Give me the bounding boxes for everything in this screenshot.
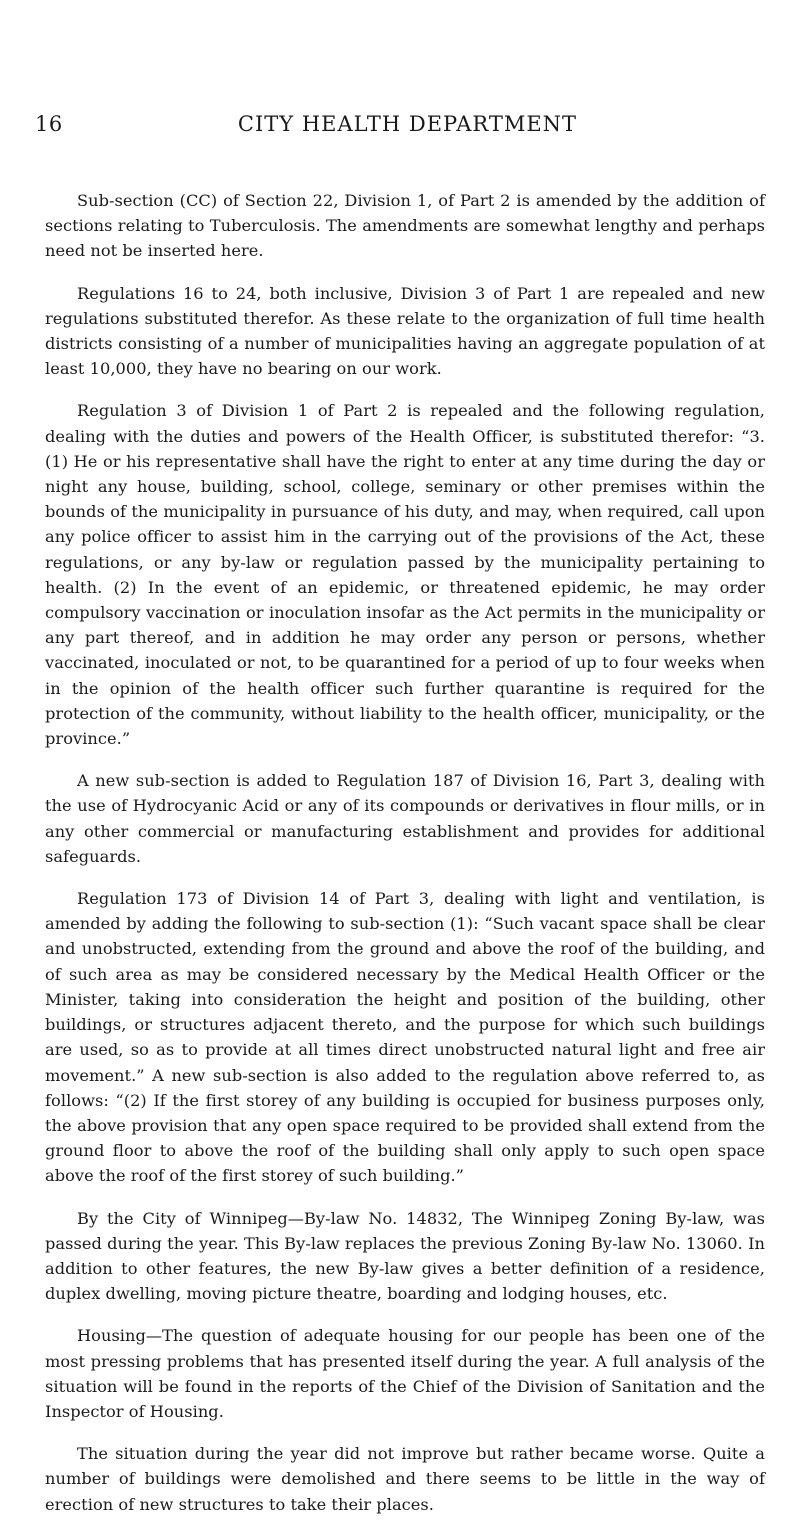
paragraph-health-officer-powers: Regulation 3 of Division 1 of Part 2 is repealed and the following regulation, dealing with the duties and powers of the Health Officer, is substituted therefor: “3. (1) He or his representative shall have the right to enter at any time during the day or night any house, building, school, college, seminary or other premises within the bounds of the municipality in pursuance of his duty, and may, when required, call upon any police officer to assist him in the carrying out of the provisions of the Act, these regulations, or any by-law or regulation passed by the municipality pertaining to health. (2) In the event of an epidemic, or threatened epidemic, he may order compulsory vaccination or inoculation insofar as the Act permits in the municipality or any part thereof, and in addition he may order any person or persons, whether vaccinated, inoculated or not, to be quarantined for a period of up to four weeks when in the opinion of the health officer such further quarantine is required for the protection of the community, without liability to the health officer, municipality, or the province.” bbox=[45, 401, 765, 749]
page-number: 16 bbox=[35, 112, 63, 136]
paragraph-zoning-bylaw: By the City of Winnipeg—By-law No. 14832, The Winnipeg Zoning By-law, was passed during the year. This By-law replaces the previous Zoning By-law No. 13060. In addition to other features, the new By-law gives a better definition of a residence, duplex dwelling, moving picture theatre, boarding and lodging houses, etc. bbox=[45, 1208, 765, 1304]
paragraph-housing: Housing—The question of adequate housing for our people has been one of the most pressing problems that has presented itself during the year. A full analysis of the situation will be found in the reports of the Chief of the Division of Sanitation and the Inspector of Housing. bbox=[45, 1326, 765, 1421]
paragraph-tuberculosis-amendment: Sub-section (CC) of Section 22, Division 1, of Part 2 is amended by the addition of sections relating to Tuberculosis. The amendments are somewhat lengthy and perhaps need not be inserted here. bbox=[45, 191, 765, 261]
body-text bbox=[45, 188, 765, 1534]
paragraph-health-districts: Regulations 16 to 24, both inclusive, Division 3 of Part 1 are repealed and new regulations substituted therefor. As these relate to the organization of full time health districts consisting of a number of municipalities having an aggregate population of at least 10,000, they have no bearing on our work. bbox=[45, 283, 765, 379]
running-head bbox=[35, 112, 780, 142]
page-title: CITY HEALTH DEPARTMENT bbox=[237, 112, 578, 136]
paragraph-housing-situation: The situation during the year did not improve but rather became worse. Quite a number of buildings were demolished and there seems to be little in the way of erection of new structures to take their places. bbox=[45, 1444, 765, 1514]
paragraph-hydrocyanic-acid: A new sub-section is added to Regulation 187 of Division 16, Part 3, dealing with the use of Hydrocyanic Acid or any of its compounds or derivatives in flour mills, or in any other commercial or manufacturing establishment and provides for additional safeguards. bbox=[45, 771, 765, 866]
paragraph-light-ventilation: Regulation 173 of Division 14 of Part 3, dealing with light and ventilation, is amended by adding the following to sub-section (1): “Such vacant space shall be clear and unobstructed, extending from the ground and above the roof of the building, and of such area as may be considered necessary by the Medical Health Officer or the Minister, taking into consideration the height and position of the building, other buildings, or structures adjacent thereto, and the purpose for which such buildings are used, so as to provide at all times direct unobstructed natural light and free air movement.” A new sub-section is also added to the regulation above referred to, as follows: “(2) If the first storey of any building is occupied for business purposes only, the above provision that any open space required to be provided shall extend from the ground floor to above the roof of the building shall only apply to such open space above the roof of the first storey of such building.” bbox=[45, 889, 765, 1186]
